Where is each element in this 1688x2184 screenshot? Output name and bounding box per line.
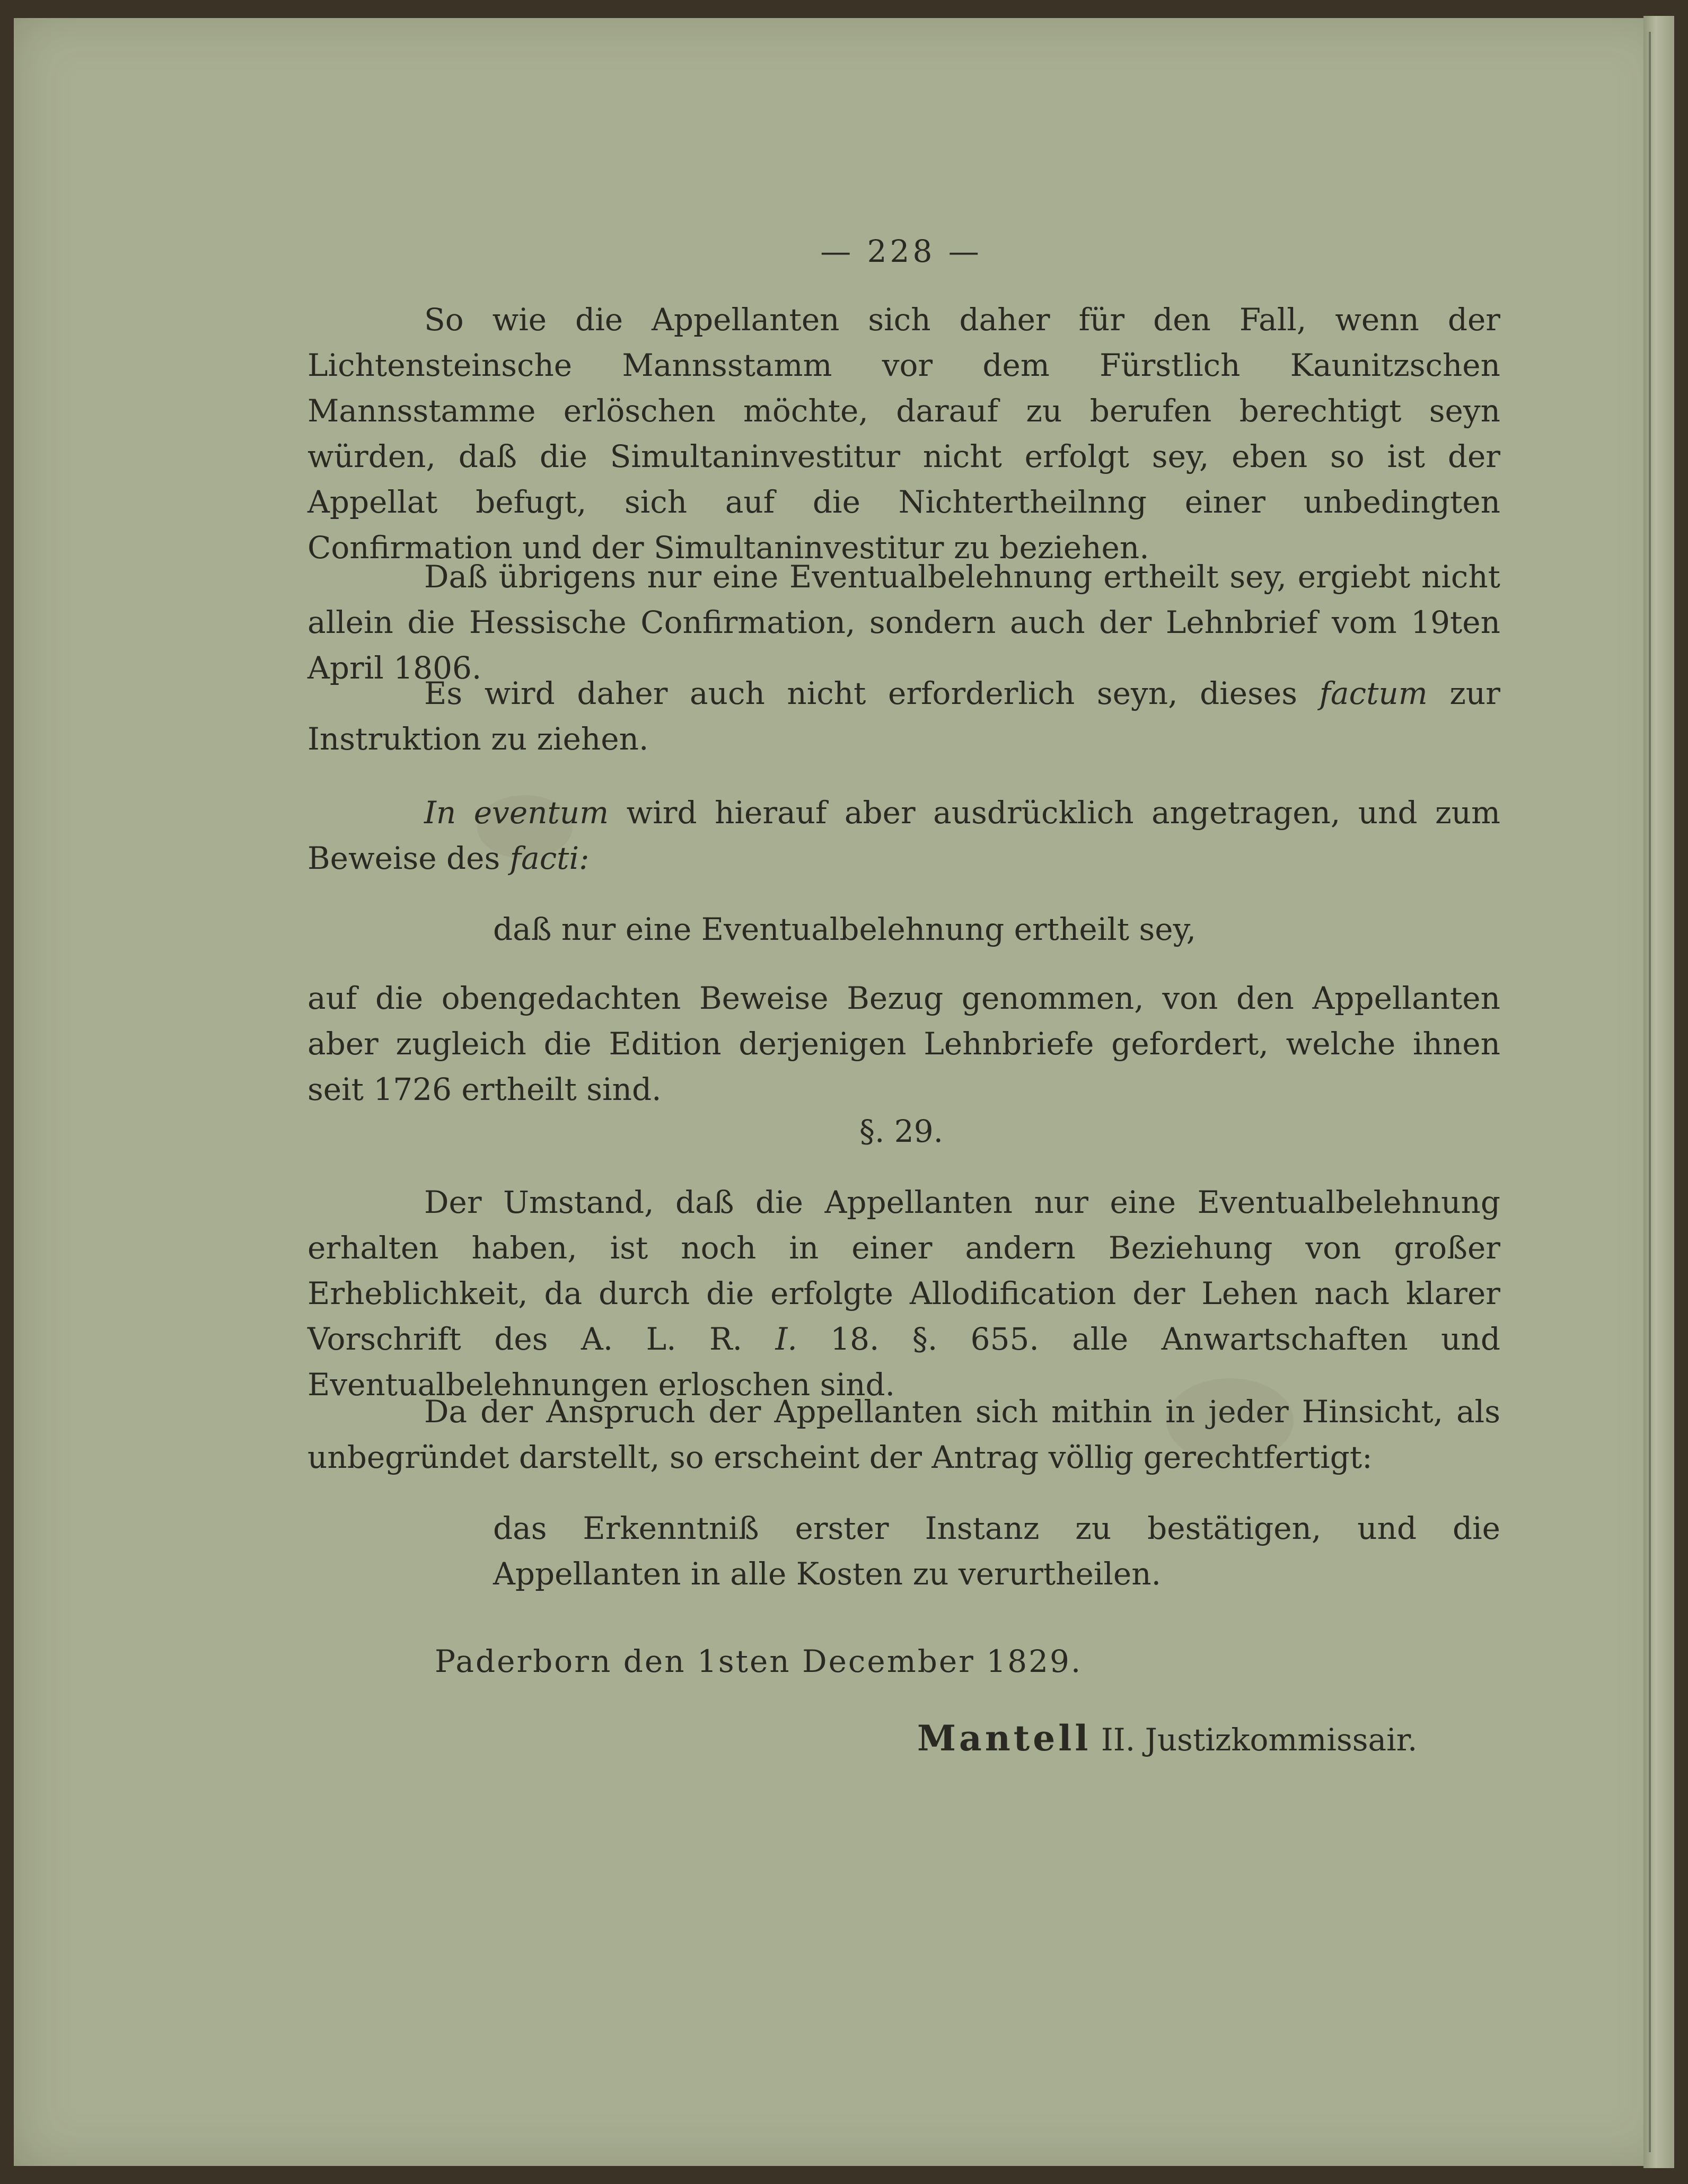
paragraph-8-text: Da der Anspruch der Appellanten sich mithin in jeder Hinsicht, als unbegründet darstellt, so erscheint der Antrag völlig gerechtfertigt: (307, 1394, 1500, 1475)
paragraph-1-text: So wie die Appellanten sich daher für den Fall, wenn der Lichtensteinsche Mannsstamm vor dem Fürstlich Kaunitzschen Mannsstamme erlöschen möchte, darauf zu berufen berechtigt seyn würden, daß die Simultaninvestitur nicht erfolgt sey, eben so ist der Appellat befugt, sich auf die Nichtertheilnng einer unbedingten Confirmation und der Simultaninvestitur zu beziehen. (307, 302, 1500, 566)
page-edge-line (1649, 32, 1651, 2152)
paragraph-9-text: das Erkenntniß erster Instanz zu bestätigen, und die Appellanten in alle Kosten zu verurtheilen. (493, 1510, 1500, 1592)
scan-border-right (1674, 0, 1688, 2184)
paragraph-4-text-b: wird hierauf aber ausdrücklich angetragen, und zum Beweise des (307, 795, 1500, 876)
place-and-date: Paderborn den 1sten December 1829. (435, 1643, 1083, 1679)
signer-name: Mantell (917, 1718, 1092, 1759)
section-heading: §. 29. (859, 1113, 944, 1149)
scan-border-bottom (0, 2166, 1688, 2184)
paragraph-7-text-c: 18. §. 655. alle Anwartschaften und Eventualbelehnungen erloschen sind. (307, 1321, 1500, 1403)
paragraph-6-text: auf die obengedachten Beweise Bezug genommen, von den Appellanten aber zugleich die Edition derjenigen Lehnbriefe gefordert, welche ihnen seit 1726 ertheilt sind. (307, 980, 1500, 1107)
signature-line (917, 1718, 1417, 1759)
paragraph-4 (307, 790, 1500, 881)
paragraph-5-text: daß nur eine Eventualbelehnung ertheilt sey, (493, 911, 1197, 947)
paragraph-3-latin-term: factum (1319, 675, 1428, 711)
paragraph-4-latin-term-2: facti: (509, 840, 590, 876)
paragraph-9-motion (493, 1505, 1500, 1597)
paragraph-3 (307, 671, 1500, 762)
paragraph-7-text-a: Der Umstand, daß die Appellanten nur eine Eventualbelehnung erhalten haben, ist noch in einer andern Beziehung von großer Erheblichkeit, da durch die erfolgte Allodification der Lehen nach klarer Vorschrift des A. L. R. (307, 1184, 1500, 1357)
paragraph-5-quote (493, 906, 1500, 952)
paragraph-7-roman-numeral: I. (775, 1321, 797, 1357)
scan-border-top (0, 0, 1688, 18)
paragraph-8 (307, 1389, 1500, 1480)
paragraph-3-text-a: Es wird daher auch nicht erforderlich seyn, dieses (424, 675, 1320, 711)
paragraph-6 (307, 975, 1500, 1112)
paragraph-1 (307, 297, 1500, 570)
scan-border-left (0, 0, 14, 2184)
signer-title: II. Justizkommissair. (1091, 1722, 1418, 1758)
paragraph-7 (307, 1179, 1500, 1407)
paragraph-3-text-c: zur Instruktion zu ziehen. (307, 675, 1501, 757)
paragraph-4-latin-term: In eventum (424, 795, 609, 831)
book-gutter (1643, 16, 1674, 2168)
paragraph-2-text: Daß übrigens nur eine Eventualbelehnung ertheilt sey, ergiebt nicht allein die Hessische Confirmation, sondern auch der Lehnbrief vom 19ten April 1806. (307, 559, 1500, 686)
page-number: — 228 — (820, 233, 982, 269)
